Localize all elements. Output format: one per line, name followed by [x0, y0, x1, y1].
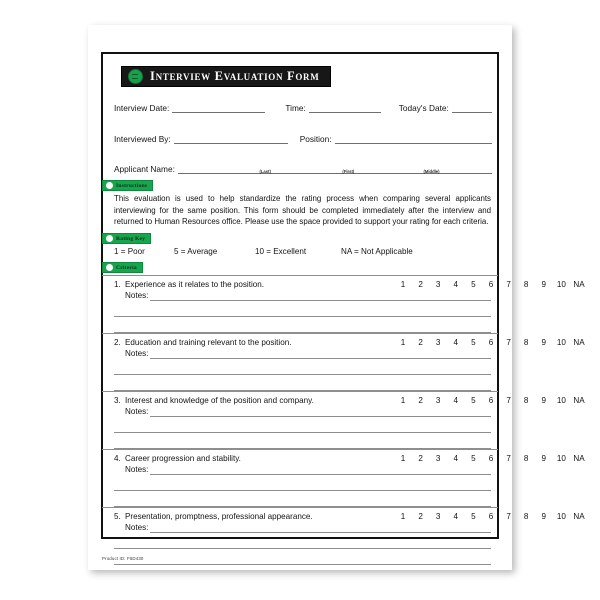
rating-option-10[interactable]: 10: [556, 338, 566, 347]
rating-option-6[interactable]: 6: [488, 338, 494, 347]
rating-option-2[interactable]: 2: [418, 512, 423, 521]
rating-option-9[interactable]: 9: [541, 512, 547, 521]
criteria-text: Presentation, promptness, professional appearance.: [125, 512, 313, 521]
criteria-text: Career progression and stability.: [125, 454, 241, 463]
rating-option-na[interactable]: NA: [573, 338, 585, 347]
notes-line[interactable]: [114, 432, 491, 433]
applicant-sublabel-first: (First): [342, 169, 355, 174]
rating-key-average: 5 = Average: [174, 247, 218, 256]
notes-line[interactable]: [114, 316, 491, 317]
rating-option-6[interactable]: 6: [488, 454, 494, 463]
rating-option-9[interactable]: 9: [541, 338, 547, 347]
criteria-rating-scale: [114, 280, 585, 291]
criteria-heading: [114, 280, 585, 291]
criteria-number: 4.: [114, 454, 121, 463]
notes-line[interactable]: [114, 490, 491, 491]
rating-option-4[interactable]: 4: [453, 512, 459, 521]
criteria-rating-scale: [114, 338, 585, 349]
time-input[interactable]: [309, 103, 381, 113]
applicant-name-label: Applicant Name:: [114, 164, 175, 174]
rating-option-10[interactable]: 10: [556, 512, 566, 521]
applicant-sublabel-middle: (Middle): [423, 169, 440, 174]
rating-option-7[interactable]: 7: [506, 396, 511, 405]
badge-rating-key: [102, 233, 151, 244]
criteria-heading: [114, 454, 585, 465]
rating-key-entries: [114, 247, 492, 259]
rating-option-10[interactable]: 10: [556, 280, 566, 289]
criteria-rating-scale: [114, 396, 585, 407]
notes-line[interactable]: [150, 416, 491, 417]
rating-option-6[interactable]: 6: [488, 396, 494, 405]
product-id-footer: Product ID: F6D430: [102, 556, 144, 561]
rating-option-4[interactable]: 4: [453, 280, 459, 289]
rating-option-1[interactable]: 1: [400, 512, 406, 521]
field-row-interviewer: [114, 134, 492, 144]
notes-label: Notes:: [125, 407, 149, 416]
white-circle-icon: [106, 264, 113, 271]
rating-key-excellent: 10 = Excellent: [255, 247, 307, 256]
criteria-number: 3.: [114, 396, 121, 405]
criteria-text: Interest and knowledge of the position and company.: [125, 396, 314, 405]
criteria-heading: [114, 512, 585, 523]
white-circle-icon: [106, 182, 113, 189]
white-circle-icon: [106, 235, 113, 242]
rating-option-9[interactable]: 9: [541, 396, 547, 405]
rating-option-8[interactable]: 8: [523, 512, 529, 521]
criteria-text: Experience as it relates to the position.: [125, 280, 265, 289]
criteria-divider: [102, 507, 498, 508]
criteria-divider: [102, 275, 498, 276]
badge-criteria: [102, 262, 143, 273]
rating-option-10[interactable]: 10: [556, 396, 566, 405]
rating-key-poor: 1 = Poor: [114, 247, 145, 256]
rating-option-1[interactable]: 1: [400, 396, 406, 405]
notes-line[interactable]: [114, 548, 491, 549]
criteria-number: 5.: [114, 512, 121, 521]
rating-option-9[interactable]: 9: [541, 454, 547, 463]
notes-label: Notes:: [125, 349, 149, 358]
notes-line[interactable]: [150, 358, 491, 359]
badge-instructions-label: Instructions: [116, 182, 148, 189]
criteria-divider: [102, 333, 498, 334]
notes-line[interactable]: [114, 374, 491, 375]
position-input[interactable]: [335, 134, 492, 144]
rating-option-3[interactable]: 3: [435, 396, 441, 405]
rating-option-5[interactable]: 5: [471, 396, 476, 405]
notes-label: Notes:: [125, 523, 149, 532]
rating-option-4[interactable]: 4: [453, 338, 459, 347]
applicant-sublabel-last: (Last): [259, 169, 271, 174]
interview-date-label: Interview Date:: [114, 103, 170, 113]
criteria-item: [102, 507, 585, 569]
todays-date-input[interactable]: [452, 103, 492, 113]
criteria-number: 2.: [114, 338, 121, 347]
rating-option-9[interactable]: 9: [541, 280, 547, 289]
rating-option-7[interactable]: 7: [506, 512, 511, 521]
rating-option-na[interactable]: NA: [573, 454, 585, 463]
rating-option-6[interactable]: 6: [488, 512, 494, 521]
rating-key-na: NA = Not Applicable: [341, 247, 413, 256]
notes-label: Notes:: [125, 465, 149, 474]
rating-option-10[interactable]: 10: [556, 454, 566, 463]
document-page: [88, 25, 585, 570]
criteria-heading: [114, 338, 585, 349]
criteria-item: [102, 449, 585, 511]
green-circle-icon: [128, 69, 143, 84]
criteria-divider: [102, 449, 498, 450]
criteria-item: [102, 275, 585, 337]
rating-option-1[interactable]: 1: [400, 280, 406, 289]
rating-option-7[interactable]: 7: [506, 454, 511, 463]
rating-option-3[interactable]: 3: [435, 280, 441, 289]
criteria-number: 1.: [114, 280, 121, 289]
rating-option-5[interactable]: 5: [471, 280, 476, 289]
form-title-banner: [121, 66, 331, 87]
rating-option-na[interactable]: NA: [573, 396, 585, 405]
rating-option-3[interactable]: 3: [435, 338, 441, 347]
rating-option-5[interactable]: 5: [471, 512, 476, 521]
rating-option-na[interactable]: NA: [573, 280, 585, 289]
rating-option-4[interactable]: 4: [453, 454, 459, 463]
criteria-rating-scale: [114, 454, 585, 465]
interview-date-input[interactable]: [172, 103, 265, 113]
page-surface: [88, 25, 585, 570]
instructions-text: This evaluation is used to help standardize the rating process when comparing several applicants interviewing for the same position. This form should be completed immediately after the interview and returned to Human Resources office. Please use the space provided to support your rating for each criteria.: [114, 194, 491, 227]
time-label: Time:: [285, 103, 306, 113]
rating-option-8[interactable]: 8: [523, 280, 529, 289]
field-row-dates: [114, 103, 492, 113]
criteria-divider: [102, 391, 498, 392]
position-label: Position:: [299, 134, 332, 144]
rating-option-8[interactable]: 8: [523, 396, 529, 405]
notes-line[interactable]: [114, 564, 491, 565]
rating-option-2[interactable]: 2: [418, 454, 423, 463]
criteria-rating-scale: [114, 512, 585, 523]
notes-label: Notes:: [125, 291, 149, 300]
rating-option-8[interactable]: 8: [523, 338, 529, 347]
notes-line[interactable]: [150, 300, 491, 301]
notes-line[interactable]: [150, 532, 491, 533]
rating-option-3[interactable]: 3: [435, 512, 441, 521]
rating-option-7[interactable]: 7: [506, 280, 511, 289]
interviewed-by-input[interactable]: [174, 134, 288, 144]
rating-option-2[interactable]: 2: [418, 338, 423, 347]
badge-instructions: [102, 180, 153, 191]
rating-option-5[interactable]: 5: [471, 338, 476, 347]
rating-option-2[interactable]: 2: [418, 396, 423, 405]
criteria-text: Education and training relevant to the position.: [125, 338, 292, 347]
badge-criteria-label: Criteria: [116, 264, 137, 271]
criteria-heading: [114, 396, 585, 407]
rating-option-1[interactable]: 1: [400, 338, 406, 347]
page-title: Interview Evaluation Form: [150, 69, 320, 83]
notes-line[interactable]: [150, 474, 491, 475]
rating-option-2[interactable]: 2: [418, 280, 423, 289]
rating-option-3[interactable]: 3: [435, 454, 441, 463]
rating-option-5[interactable]: 5: [471, 454, 476, 463]
rating-option-7[interactable]: 7: [506, 338, 511, 347]
rating-option-4[interactable]: 4: [453, 396, 459, 405]
badge-rating-key-label: Rating Key: [116, 235, 146, 242]
rating-option-1[interactable]: 1: [400, 454, 406, 463]
rating-option-na[interactable]: NA: [573, 512, 585, 521]
criteria-item: [102, 391, 585, 453]
applicant-name-sublabels: [114, 169, 492, 178]
rating-option-8[interactable]: 8: [523, 454, 529, 463]
rating-option-6[interactable]: 6: [488, 280, 494, 289]
todays-date-label: Today's Date:: [398, 103, 449, 113]
interviewed-by-label: Interviewed By:: [114, 134, 171, 144]
criteria-item: [102, 333, 585, 395]
